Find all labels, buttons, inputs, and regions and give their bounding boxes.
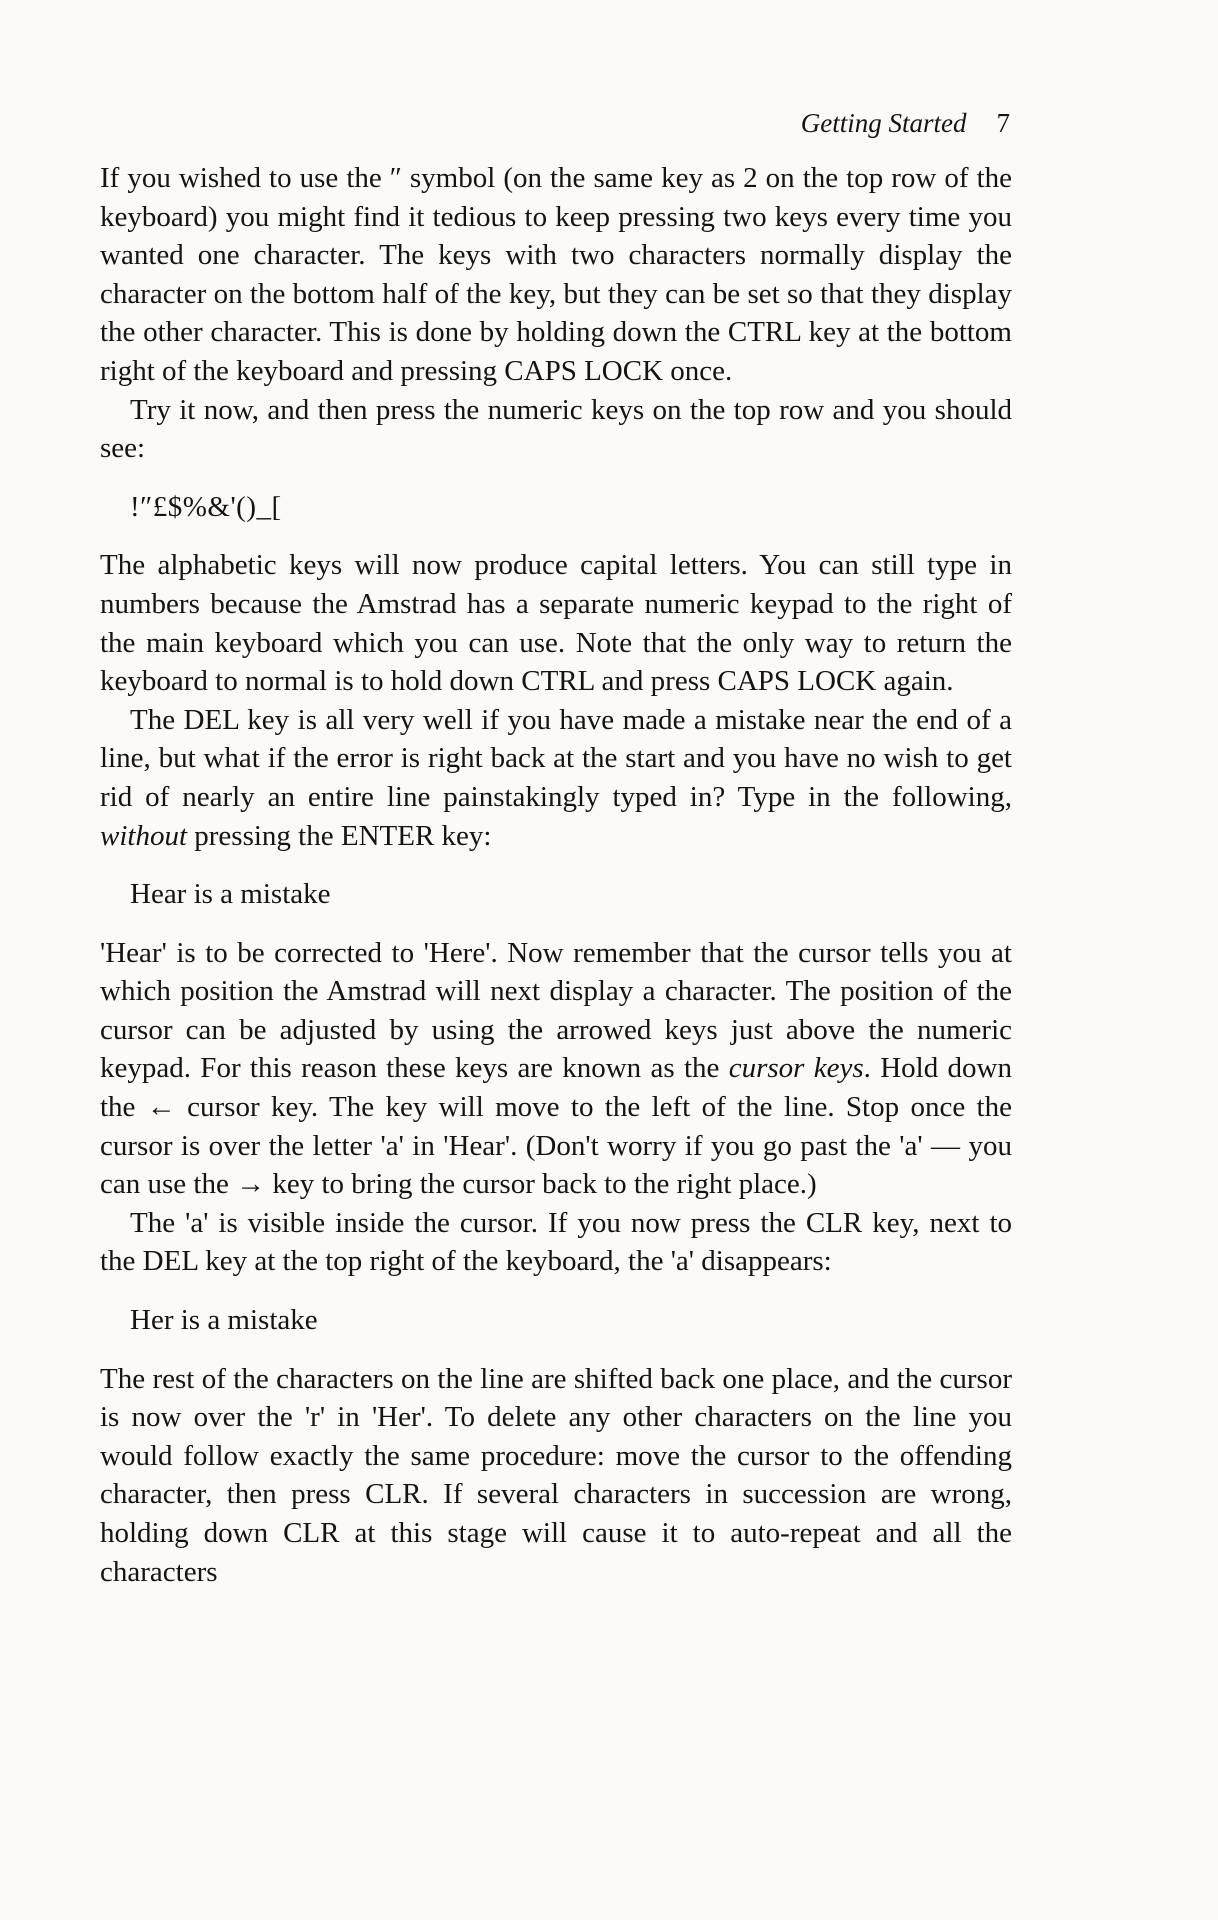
paragraph-cursor-keys <box>100 934 1012 1204</box>
chapter-title: Getting Started <box>800 108 967 138</box>
del-key-text-part2: pressing the ENTER key: <box>194 819 492 852</box>
paragraph-shifted-back: The rest of the characters on the line are shifted back one place, and the cursor is now over the 'r' in 'Her'. To delete any other characters on the line you would follow exactly the same procedure: move the cursor to the offending character, then press CLR. If several characters in succession are wrong, holding down CLR at this stage will cause it to auto-repeat and all the characters <box>100 1362 1012 1588</box>
paragraph-del-key <box>100 701 1012 855</box>
page-number: 7 <box>996 108 1010 138</box>
body-text <box>100 159 1012 1591</box>
running-head <box>801 104 1010 142</box>
example-shifted-symbols: !″£$%&'()_[ <box>130 490 282 523</box>
paragraph-clr-key: The 'a' is visible inside the cursor. If you now press the CLR key, next to the DEL key at the top right of the keyboard, the 'a' disappears: <box>100 1206 1012 1278</box>
paragraph-try-it: Try it now, and then press the numeric keys on the top row and you should see: <box>100 393 1012 465</box>
paragraph-alphabetic-keys: The alphabetic keys will now produce capital letters. You can still type in numbers because the Amstrad has a separate numeric keypad to the right of the main keyboard which you can use. Note that the only way to return the keyboard to normal is to hold down CTRL and press CAPS LOCK again. <box>100 549 1012 698</box>
example-corrected-line: Her is a mistake <box>130 1304 318 1337</box>
del-key-text-part1: The DEL key is all very well if you have made a mistake near the end of a line, but what if the error is right back at the start and you have no wish to get rid of nearly an entire line painstakingly typed in? Type in the following, <box>100 703 1012 813</box>
cursor-text-part1: 'Hear' is to be corrected to 'Here'. Now remember that the cursor tells you at which position the Amstrad will next display a character. The position of the cursor can be adjusted by using the arrowed keys just above the numeric keypad. For this reason these keys are known as the <box>100 936 1012 1085</box>
example-mistake-line: Hear is a mistake <box>130 878 331 911</box>
book-page <box>100 0 1012 1920</box>
emphasis-cursor-keys: cursor keys <box>728 1052 864 1085</box>
paragraph-symbol-key: If you wished to use the ″ symbol (on the same key as 2 on the top row of the keyboard) you might find it tedious to keep pressing two keys every time you wanted one character. The keys with two characters normally display the character on the bottom half of the key, but they can be set so that they display the other character. This is done by holding down the CTRL key at the bottom right of the keyboard and pressing CAPS LOCK once. <box>100 162 1012 387</box>
emphasis-without: without <box>100 819 188 852</box>
cursor-text-part2: . Hold down the ← cursor key. The key will move to the left of the line. Stop once the cursor is over the letter 'a' in 'Hear'. (Don't worry if you go past the 'a' — you can use the → key to bring the cursor back to the right place.) <box>100 1052 1012 1201</box>
